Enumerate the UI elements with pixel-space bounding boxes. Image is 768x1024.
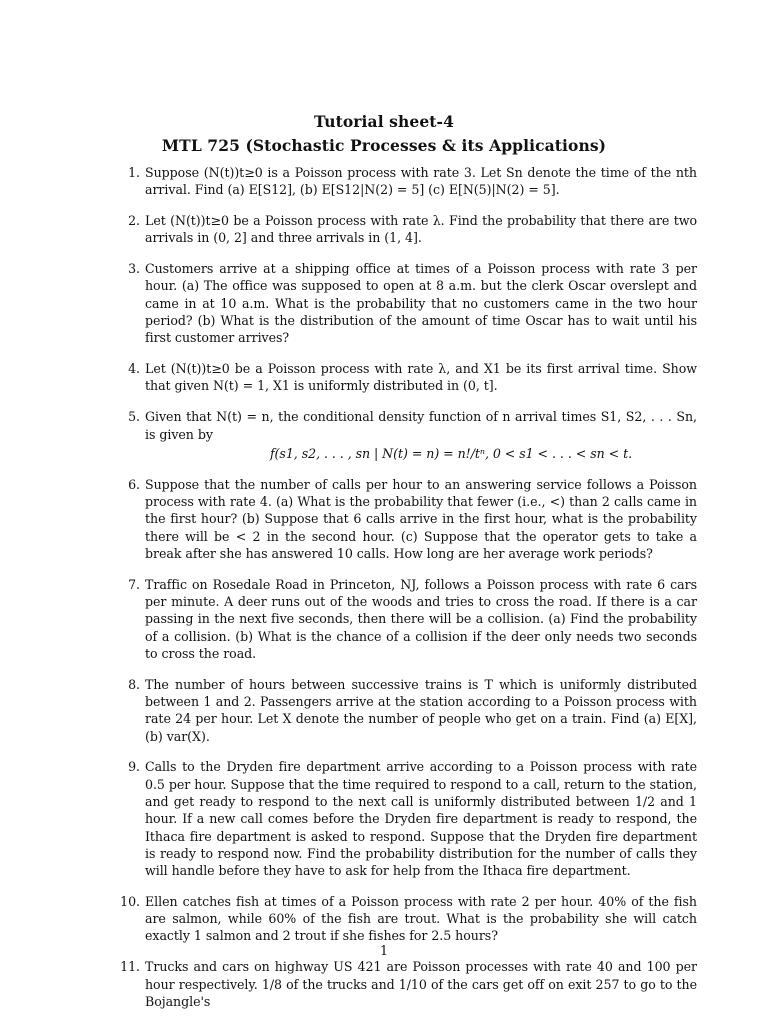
problem-number: 8. <box>128 676 140 692</box>
problem-text: The number of hours between successive trains is T which is uniformly distributed between 1 and 2. Passengers arrive at the station according to a Poisson process with rate 24 per hour. Let X denote the number of people who get on a train. Find (a) E[X], (b) var(X). <box>145 676 697 744</box>
problem-number: 6. <box>128 476 140 492</box>
problem-text: Suppose (N(t))t≥0 is a Poisson process with rate 3. Let Sn denote the time of the nth arrival. Find (a) E[S12], (b) E[S12|N(2) = 5] (c) E[N(5)|N(2) = 5]. <box>145 165 697 198</box>
problem-item <box>110 360 697 395</box>
course-title: MTL 725 (Stochastic Processes & its Applications) <box>161 136 607 155</box>
problem-number: 4. <box>128 361 140 377</box>
problem-item <box>110 893 697 945</box>
problem-text: Customers arrive at a shipping office at times of a Poisson process with rate 3 per hour. (a) The office was supposed to open at 8 a.m. but the clerk Oscar overslept and came in at 10 a.m. What is the probability that no customers came in the two hour period? (b) What is the distribution of the amount of time Oscar has to wait until his first customer arrives? <box>145 261 697 346</box>
problem-text: Ellen catches fish at times of a Poisson process with rate 2 per hour. 40% of the fish are salmon, while 60% of the fish are trout. What is the probability she will catch exactly 1 salmon and 2 trout if she fishes for 2.5 hours? <box>145 893 697 944</box>
problem-item <box>110 476 697 562</box>
problem-number: 5. <box>128 409 140 425</box>
problem-number: 11. <box>120 959 140 975</box>
sheet-title: Tutorial sheet-4 <box>314 112 454 131</box>
problem-item <box>110 408 697 462</box>
problem-number: 10. <box>120 893 140 909</box>
problem-item <box>110 164 697 199</box>
problem-text: Calls to the Dryden fire department arrive according to a Poisson process with rate 0.5 per hour. Suppose that the time required to respond to a call, return to the station, and get ready to respond to the next call is uniformly distributed between 1/2 and 1 hour. If a new call comes before the Dryden fire department is ready to respond, the Ithaca fire department is asked to respond. Suppose that the Dryden fire department is ready to respond now. Find the probability distribution for the number of calls they will handle before they have to ask for help from the Ithaca fire department. <box>145 759 697 879</box>
problem-number: 2. <box>128 213 140 229</box>
problem-text: Suppose that the number of calls per hour to an answering service follows a Poisson process with rate 4. (a) What is the probability that fewer (i.e., <) than 2 calls came in the first hour? (b) Suppose that 6 calls arrive in the first hour, what is the probability there will be < 2 in the second hour. (c) Suppose that the operator gets to take a break after she has answered 10 calls. How long are her average work periods? <box>145 476 697 561</box>
problem-item <box>110 576 697 662</box>
problem-list <box>110 164 697 1024</box>
problem-item <box>110 758 697 879</box>
problem-text: Trucks and cars on highway US 421 are Poisson processes with rate 40 and 100 per hour respectively. 1/8 of the trucks and 1/10 of the cars get off on exit 257 to go to the Bojangle's <box>145 959 697 1009</box>
problem-text: Let (N(t))t≥0 be a Poisson process with rate λ. Find the probability that there are two arrivals in (0, 2] and three arrivals in (1, 4]. <box>145 213 697 246</box>
problem-number: 9. <box>128 759 140 775</box>
problem-item <box>110 212 697 247</box>
page-number: 1 <box>379 943 388 958</box>
problem-item <box>110 958 697 1010</box>
density-formula: f(s1, s2, . . . , sn | N(t) = n) = n!/tⁿ, 0 < s1 < . . . < sn < t. <box>269 445 633 461</box>
problem-number: 7. <box>128 576 140 592</box>
problem-text: Given that N(t) = n, the conditional density function of n arrival times S1, S2, . . . Sn, is given by <box>145 409 697 442</box>
problem-text: Let (N(t))t≥0 be a Poisson process with rate λ, and X1 be its first arrival time. Show that given N(t) = 1, X1 is uniformly distributed in (0, t]. <box>145 361 697 394</box>
title-block <box>0 110 768 158</box>
problem-number: 3. <box>128 261 140 277</box>
problem-item <box>110 676 697 745</box>
problem-number: 1. <box>128 165 140 180</box>
problem-text: Traffic on Rosedale Road in Princeton, NJ, follows a Poisson process with rate 6 cars per minute. A deer runs out of the woods and tries to cross the road. If there is a car passing in the next five seconds, then there will be a collision. (a) Find the probability of a collision. (b) What is the chance of a collision if the deer only needs two seconds to cross the road. <box>145 576 697 661</box>
problem-item <box>110 260 697 346</box>
